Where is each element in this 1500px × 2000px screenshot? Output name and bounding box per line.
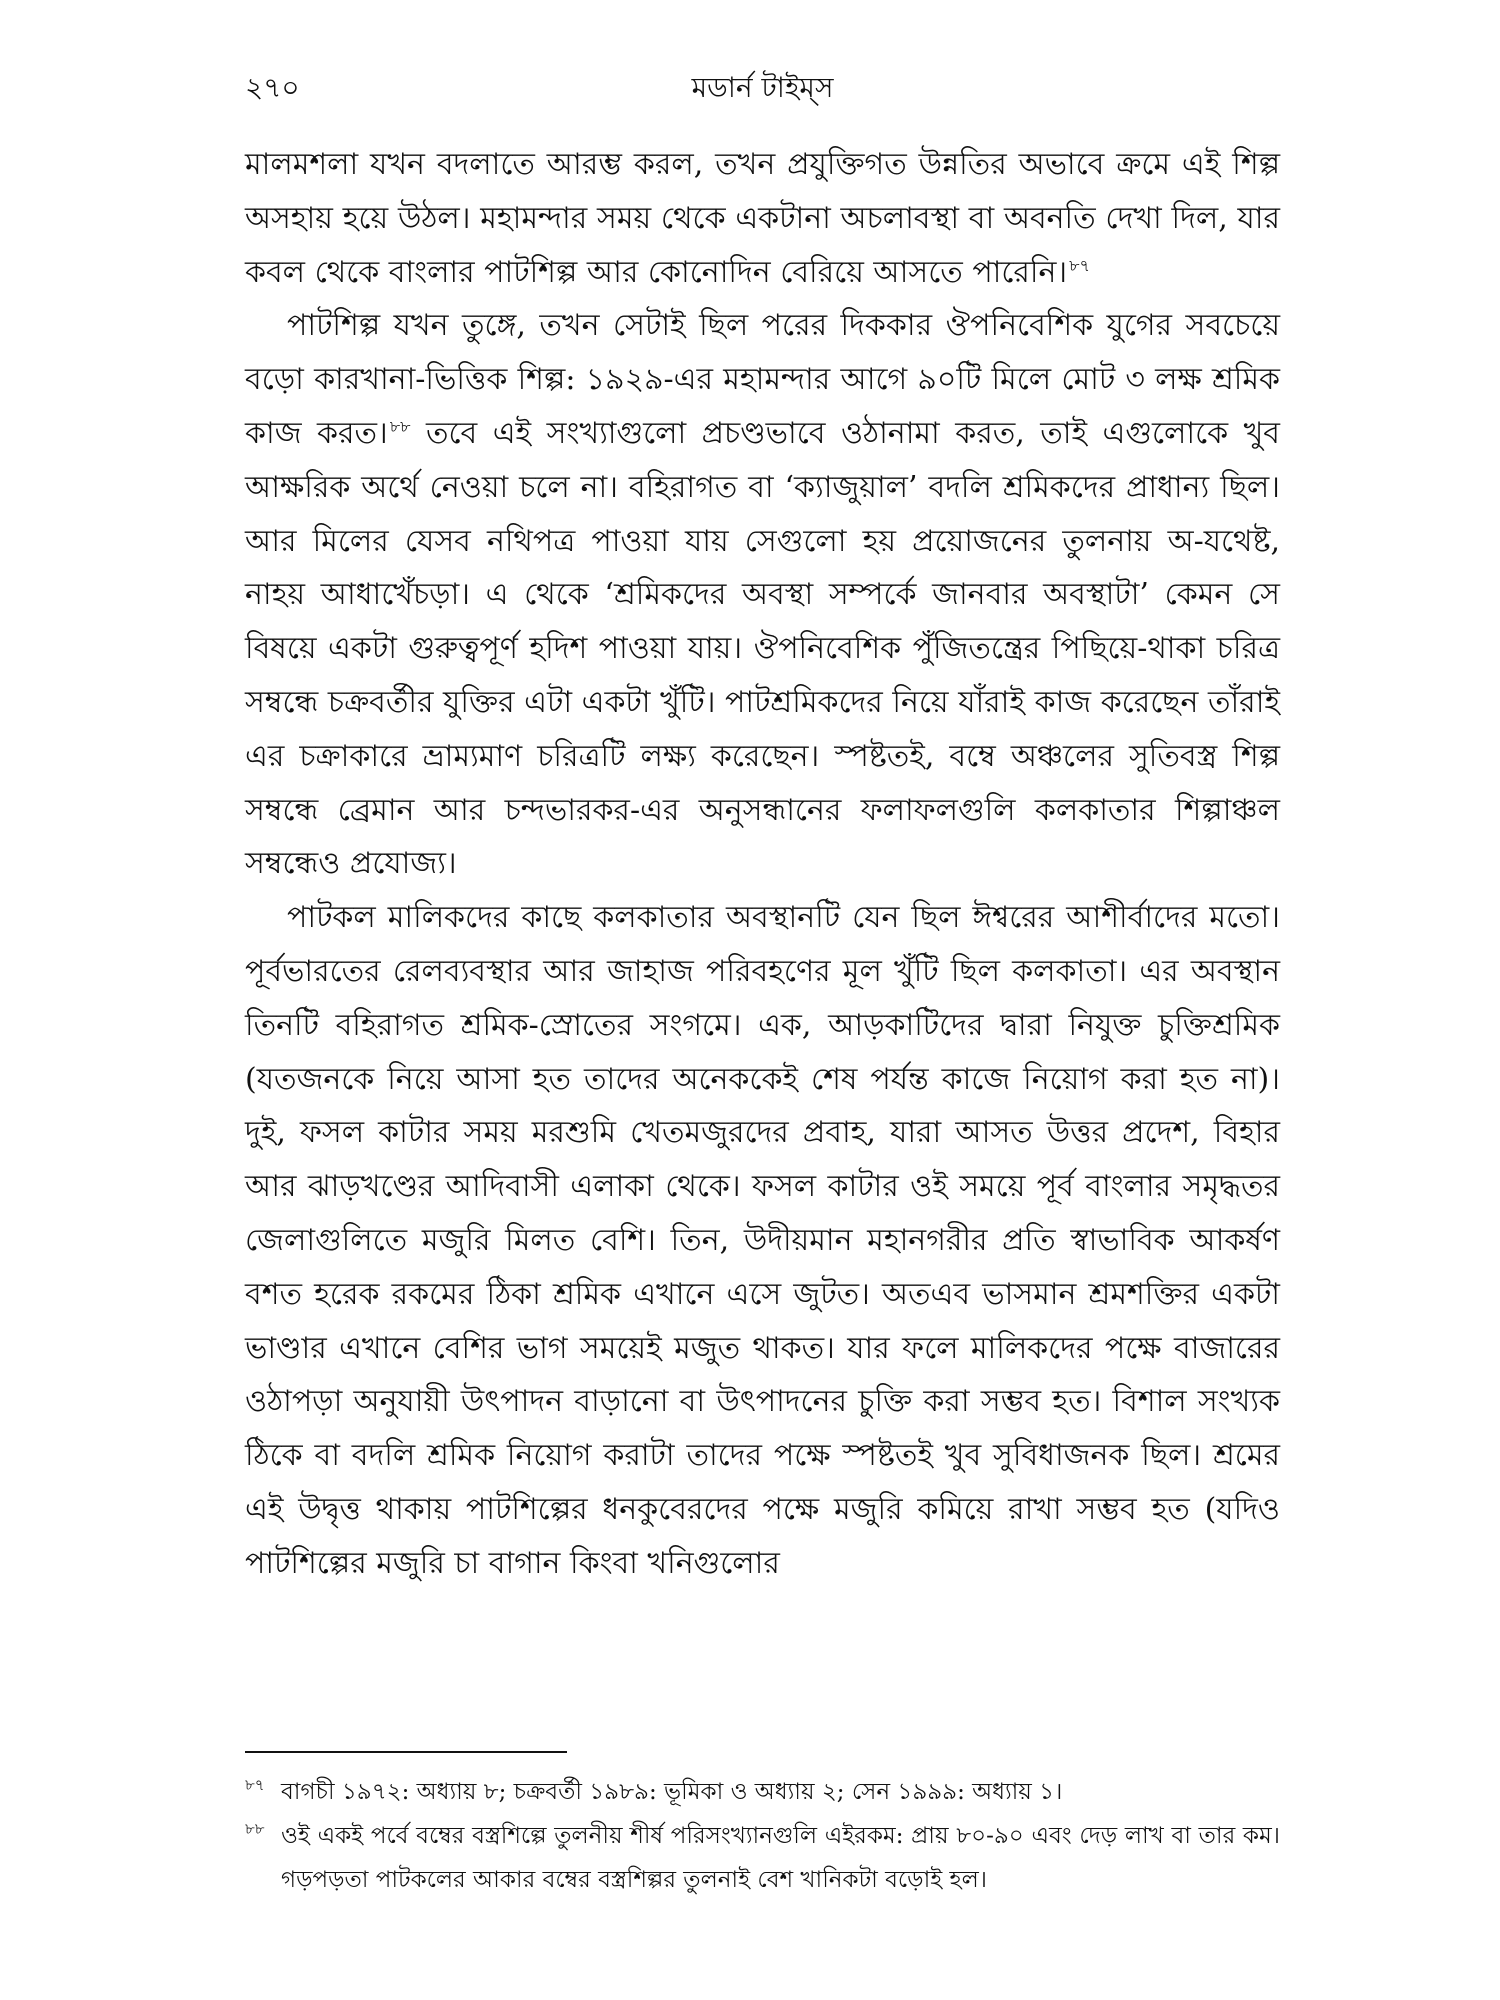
body-text bbox=[245, 138, 1280, 1591]
footnote-divider bbox=[245, 1751, 567, 1753]
footnotes bbox=[245, 1770, 1280, 1902]
paragraph-1-text: মালমশলা যখন বদলাতে আরম্ভ করল, তখন প্রযুক্তিগত উন্নতির অভাবে ক্রমে এই শিল্প অসহায় হয়ে উঠল। মহামন্দার সময় থেকে একটানা অচলাবস্থা বা অবনতি দেখা দিল, যার কবল থেকে বাংলার পাটশিল্প আর কোনোদিন বেরিয়ে আসতে পারেনি। bbox=[245, 147, 1280, 290]
running-title: মডার্ন টাইম্‌স bbox=[691, 71, 834, 104]
paragraph-2 bbox=[245, 299, 1280, 891]
footnote-text-88: ওই একই পর্বে বম্বের বস্ত্রশিল্পে তুলনীয় শীর্ষ পরিসংখ্যানগুলি এইরকম: প্রায় ৮০-৯০ এবং দেড় লাখ বা তার কম। গড়পড়তা পাটকলের আকার বম্বের বস্ত্রশিল্পর তুলনাই বেশ খানিকটা বড়োই হল। bbox=[281, 1823, 1280, 1893]
paragraph-3-text: পাটকল মালিকদের কাছে কলকাতার অবস্থানটি যেন ছিল ঈশ্বরের আশীর্বাদের মতো। পূর্বভারতের রেলব্যবস্থার আর জাহাজ পরিবহণের মূল খুঁটি ছিল কলকাতা। এর অবস্থান তিনটি বহিরাগত শ্রমিক-স্রোতের সংগমে। এক, আড়কাটিদের দ্বারা নিযুক্ত চুক্তিশ্রমিক (যতজনকে নিয়ে আসা হত তাদের অনেককেই শেষ পর্যন্ত কাজে নিয়োগ করা হত না)। দুই, ফসল কাটার সময় মরশুমি খেতমজুরদের প্রবাহ, যারা আসত উত্তর প্রদেশ, বিহার আর ঝাড়খণ্ডের আদিবাসী এলাকা থেকে। ফসল কাটার ওই সময়ে পূর্ব বাংলার সমৃদ্ধতর জেলাগুলিতে মজুরি মিলত বেশি। তিন, উদীয়মান মহানগরীর প্রতি স্বাভাবিক আকর্ষণ বশত হরেক রকমের ঠিকা শ্রমিক এখানে এসে জুটত। অতএব ভাসমান শ্রমশক্তির একটা ভাণ্ডার এখানে বেশির ভাগ সময়েই মজুত থাকত। যার ফলে মালিকদের পক্ষে বাজারের ওঠাপড়া অনুযায়ী উৎপাদন বাড়ানো বা উৎপাদনের চুক্তি করা সম্ভব হত। বিশাল সংখ্যক ঠিকে বা বদলি শ্রমিক নিয়োগ করাটা তাদের পক্ষে স্পষ্টতই খুব সুবিধাজনক ছিল। শ্রমের এই উদ্বৃত্ত থাকায় পাটশিল্পের ধনকুবেরদের পক্ষে মজুরি কমিয়ে রাখা সম্ভব হত (যদিও পাটশিল্পের মজুরি চা বাগান কিংবা খনিগুলোর bbox=[245, 900, 1280, 1581]
paragraph-2-text-a: পাটশিল্প যখন তুঙ্গে, তখন সেটাই ছিল পরের দিককার ঔপনিবেশিক যুগের সবচেয়ে বড়ো কারখানা-ভিত্তিক শিল্প: ১৯২৯-এর মহামন্দার আগে ৯০টি মিলে মোট ৩ লক্ষ শ্রমিক কাজ করত। bbox=[245, 308, 1280, 451]
footnote-87: ৮৭ বাগচী ১৯৭২: অধ্যায় ৮; চক্রবর্তী ১৯৮৯: ভূমিকা ও অধ্যায় ২; সেন ১৯৯৯: অধ্যায় ১। bbox=[245, 1776, 1063, 1805]
page-number: ২৭০ bbox=[245, 71, 300, 104]
paragraph-2-text-b: তবে এই সংখ্যাগুলো প্রচণ্ডভাবে ওঠানামা করত, তাই এগুলোকে খুব আক্ষরিক অর্থে নেওয়া চলে না। বহিরাগত বা ‘ক্যাজুয়াল’ বদলি শ্রমিকদের প্রাধান্য ছিল। আর মিলের যেসব নথিপত্র পাওয়া যায় সেগুলো হয় প্রয়োজনের তুলনায় অ-যথেষ্ট, নাহয় আধাখেঁচড়া। এ থেকে ‘শ্রমিকদের অবস্থা সম্পর্কে জানবার অবস্থাটা’ কেমন সে বিষয়ে একটা গুরুত্বপূর্ণ হদিশ পাওয়া যায়। ঔপনিবেশিক পুঁজিতন্ত্রের পিছিয়ে-থাকা চরিত্র সম্বন্ধে চক্রবর্তীর যুক্তির এটা একটা খুঁটি। পাটশ্রমিকদের নিয়ে যাঁরাই কাজ করেছেন তাঁরাই এর চক্রাকারে ভ্রাম্যমাণ চরিত্রটি লক্ষ্য করেছেন। স্পষ্টতই, বম্বে অঞ্চলের সুতিবস্ত্র শিল্প সম্বন্ধে ব্রেমান আর চন্দভারকর-এর অনুসন্ধানের ফলাফলগুলি কলকাতার শিল্পাঞ্চল সম্বন্ধেও প্রযোজ্য। bbox=[245, 415, 1280, 882]
footnote-88: ৮৮ ওই একই পর্বে বম্বের বস্ত্রশিল্পে তুলনীয় শীর্ষ পরিসংখ্যানগুলি এইরকম: প্রায় ৮০-৯০ এবং দেড় লাখ বা তার কম। গড়পড়তা পাটকলের আকার বম্বের বস্ত্রশিল্পর তুলনাই বেশ খানিকটা বড়োই হল। bbox=[245, 1820, 1280, 1893]
footnote-text-87: বাগচী ১৯৭২: অধ্যায় ৮; চক্রবর্তী ১৯৮৯: ভূমিকা ও অধ্যায় ২; সেন ১৯৯৯: অধ্যায় ১। bbox=[281, 1779, 1063, 1805]
footnote-ref-88: ৮৮ bbox=[389, 416, 411, 436]
page-header bbox=[245, 68, 1280, 108]
paragraph-3 bbox=[245, 891, 1280, 1590]
footnote-ref-87: ৮৭ bbox=[1069, 255, 1090, 275]
paragraph-1 bbox=[245, 138, 1280, 299]
